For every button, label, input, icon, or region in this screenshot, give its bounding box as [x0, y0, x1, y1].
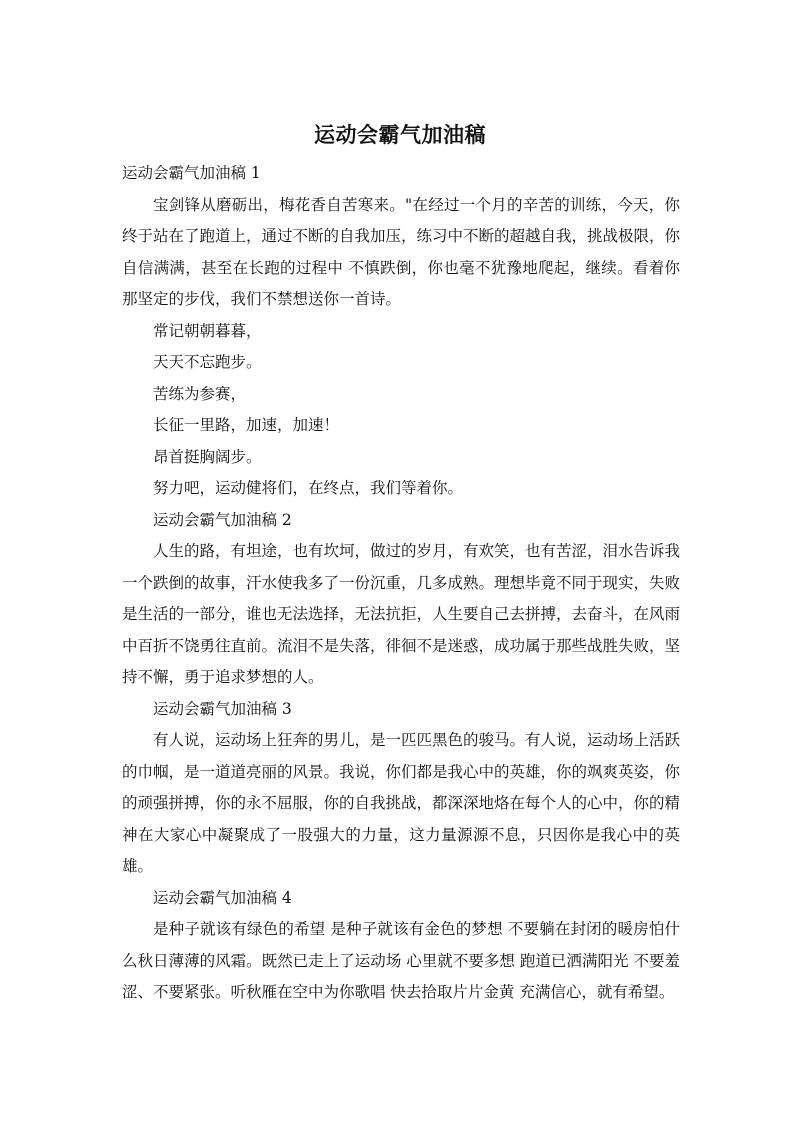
section-paragraph-3: 有人说，运动场上狂奔的男儿，是一匹匹黑色的骏马。有人说，运动场上活跃的巾帼，是一道道亮丽的风景。我说，你们都是我心中的英雄，你的飒爽英姿，你的顽强拼搏，你的永不屈服，你的自我挑战，都深深地烙在每个人的心中，你的精神在大家心中凝聚成了一股强大的力量，这力量源源不息，只因你是我心中的英雄。 [122, 731, 681, 875]
poem-line-3: 苦练为参赛， [153, 384, 247, 403]
section-heading-2: 运动会霸气加油稿 2 [153, 510, 292, 529]
document-body [122, 158, 680, 1009]
section-paragraph-2: 人生的路，有坦途，也有坎坷，做过的岁月，有欢笑，也有苦涩，泪水告诉我一个跌倒的故事，汗水使我多了一份沉重，几多成熟。理想毕竟不同于现实，失败是生活的一部分，谁也无法选择，无法抗拒，人生要自己去拼搏，去奋斗，在风雨中百折不饶勇往直前。流泪不是失落，徘徊不是迷惑，成功属于那些战胜失败，坚持不懈，勇于追求梦想的人。 [122, 542, 681, 686]
section-paragraph-1: 宝剑锋从磨砺出，梅花香自苦寒来。"在经过一个月的辛苦的训练，今天，你终于站在了跑道上，通过不断的自我加压，练习中不断的超越自我，挑战极限，你自信满满，甚至在长跑的过程中 不慎跌倒，你也毫不犹豫地爬起，继续。看着你那坚定的步伐，我们不禁想送你一首诗。 [122, 195, 681, 308]
section-paragraph-4: 是种子就该有绿色的希望 是种子就该有金色的梦想 不要躺在封闭的暖房怕什么秋日薄薄的风霜。既然已走上了运动场 心里就不要多想 跑道已洒满阳光 不要羞涩、不要紧张。听秋雁在空中为你歌唱 快去拾取片片金黄 充满信心，就有希望。 [122, 920, 680, 1001]
poem-line-6: 努力吧，运动健将们，在终点，我们等着你。 [153, 479, 464, 497]
poem-line-2: 天天不忘跑步。 [153, 353, 262, 371]
poem-line-4: 长征一里路，加速，加速！ [153, 416, 340, 434]
document-title: 运动会霸气加油稿 [314, 123, 486, 147]
poem-line-5: 昂首挺胸阔步。 [153, 447, 262, 466]
section-heading-3: 运动会霸气加油稿 3 [153, 699, 292, 718]
section-heading-1: 运动会霸气加油稿 1 [122, 164, 261, 182]
poem-line-1: 常记朝朝暮暮， [153, 321, 262, 340]
section-heading-4: 运动会霸气加油稿 4 [153, 888, 292, 907]
